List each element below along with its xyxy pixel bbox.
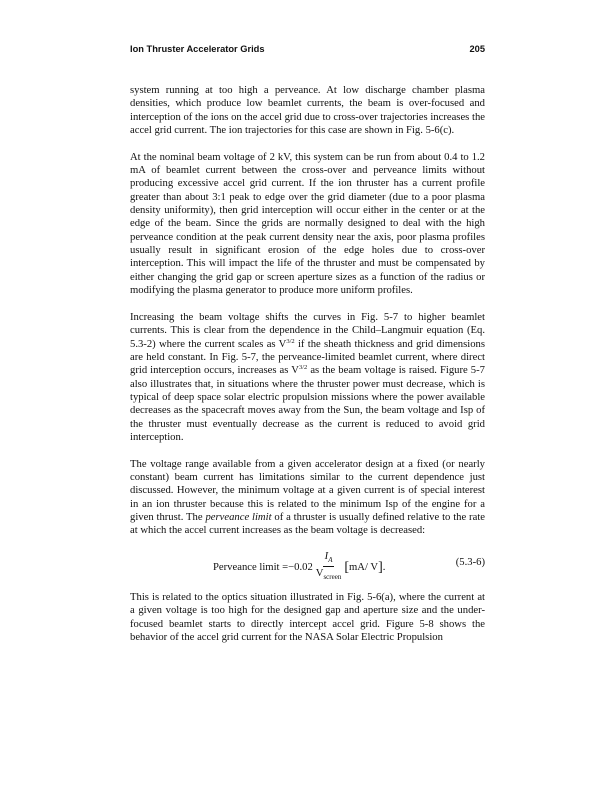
numerator-symbol: I xyxy=(324,551,329,563)
fraction-denominator xyxy=(316,567,342,584)
paragraph-4 xyxy=(130,458,485,538)
page-number: 205 xyxy=(469,44,485,54)
equation-coefficient: −0.02 xyxy=(288,561,313,573)
equation-number: (5.3-6) xyxy=(455,557,485,569)
text-span: The voltage range available from a given accelerator design at a fixed (or nearly constant) beam current has limitations similar to the current dependence just discussed. However, the minimum voltage at a given current is of special interest in an ion thruster because this is related to the minimum Isp of the engine for a given thrust. The xyxy=(130,458,485,523)
denominator-subscript: screen xyxy=(323,573,342,582)
equation-lhs: Perveance limit = xyxy=(213,561,289,573)
text-span: if the sheath thickness and grid dimensions are held constant. In Fig. 5-7, the perveance-limited beamlet current, where direct grid interception occurs, increases as V xyxy=(130,338,485,377)
fraction-numerator xyxy=(323,551,335,567)
paragraph-1: system running at too high a perveance. At low discharge chamber plasma densities, which produce low beamlet currents, the beam is over-focused and interception of the ions on the accel grid due to cross-over trajectories increases the accel grid current. The ion trajectories for this case are shown in Fig. 5-6(c). xyxy=(130,85,485,137)
text-span: Increasing the beam voltage shifts the curves in Fig. 5-7 to higher beamlet currents. This is clear from the dependence in the Child–Langmuir equation (Eq. 5.3-2) where the current scales as V xyxy=(130,311,485,350)
page-body xyxy=(130,84,485,644)
equation-period: . xyxy=(382,561,386,573)
numerator-subscript: A xyxy=(328,556,333,565)
paragraph-3 xyxy=(130,311,485,444)
denominator-symbol: V xyxy=(315,568,324,580)
exponent: 3/2 xyxy=(298,364,308,372)
text-span: of a thruster is usually defined relative to the rate at which the accel current increases as the beam voltage is decreased: xyxy=(130,512,485,537)
equation-5-3-6 xyxy=(130,547,485,583)
running-header xyxy=(130,44,485,54)
equation-fraction xyxy=(316,551,342,584)
paragraph-2: At the nominal beam voltage of 2 kV, this system can be run from about 0.4 to 1.2 mA of beamlet current between the cross-over and perveance limits without producing excessive accel grid current. If the ion thruster has a current profile greater than about 3:1 peak to edge over the grid diameter (due to a poor plasma density uniformity), then grid interception will occur either in the center or at the edge of the beam. Since the grids are normally designed to deal with the high perveance condition at the peak current density near the axis, poor plasma profiles usually result in significant erosion of the edge holes due to cross-over interception. This will impact the life of the thruster and must be compensated by either changing the grid gap or screen aperture sizes as a function of the radius or modifying the plasma generator to produce more uniform profiles. xyxy=(130,151,485,297)
text-span: as the beam voltage is raised. Figure 5-7 also illustrates that, in situations where the thruster power must decrease, which is typical of deep space solar electric propulsion missions where the power available decreases as the spacecraft moves away from the Sun, the beam voltage and Isp of the thruster must eventually decrease as the current is reduced to avoid grid interception. xyxy=(130,365,485,443)
bracket-close: ] xyxy=(378,559,383,575)
equation-units: mA/ V xyxy=(349,561,379,573)
exponent: 3/2 xyxy=(286,337,295,345)
running-title: Ion Thruster Accelerator Grids xyxy=(130,44,265,54)
equation-body xyxy=(213,551,385,584)
paragraph-5: This is related to the optics situation illustrated in Fig. 5-6(a), where the current at a given voltage is too high for the designed gap and aperture size and the under-focused beamlet starts to directly intercept accel grid. Figure 5-8 shows the behavior of the accel grid current for the NASA Solar Electric Propulsion xyxy=(130,592,485,644)
emphasized-term: perveance limit xyxy=(205,512,272,523)
bracket-open: [ xyxy=(344,559,350,575)
